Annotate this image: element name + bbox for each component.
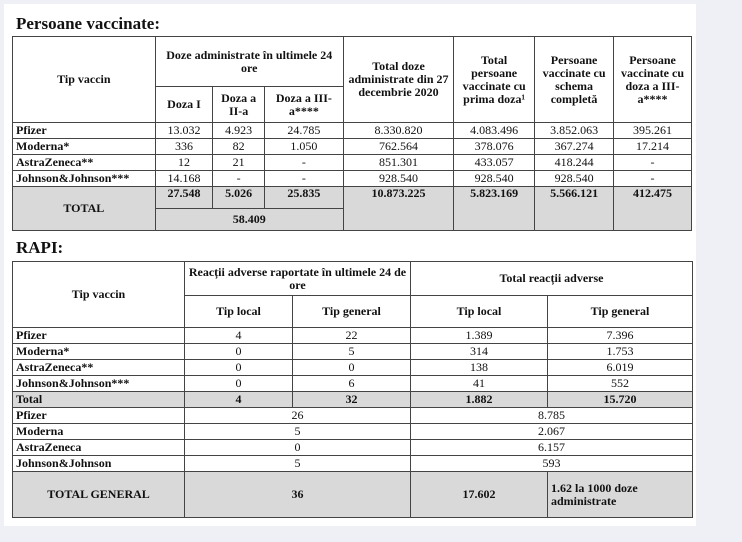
cell-total: 928.540 — [343, 171, 453, 187]
cell-d3: 24.785 — [264, 123, 343, 139]
vaccine-name: AstraZeneca — [13, 440, 185, 456]
rapi-total-label: Total — [13, 392, 185, 408]
cell-prima: 378.076 — [454, 139, 535, 155]
cell-general: 1.753 — [548, 344, 693, 360]
vaccine-name: Johnson&Johnson*** — [13, 171, 156, 187]
header-doze-24h: Doze administrate în ultimele 24 ore — [155, 37, 343, 87]
summary-row — [13, 456, 693, 472]
rapi-header-total: Total reacții adverse — [411, 262, 693, 296]
grand-total-rate: 1.62 la 1000 doze administrate — [548, 472, 693, 518]
header-total-doze: Total doze administrate din 27 decembrie 2020 — [343, 37, 453, 123]
vaccine-name: AstraZeneca** — [13, 360, 185, 376]
cell-local24: 0 — [185, 376, 293, 392]
cell-general24: 22 — [293, 328, 411, 344]
grand-total-24h: 36 — [185, 472, 411, 518]
cell-prima: 928.540 — [454, 171, 535, 187]
cell-d1: 14.168 — [155, 171, 213, 187]
vaccine-name: Johnson&Johnson*** — [13, 376, 185, 392]
cell-sum-total: 2.067 — [411, 424, 693, 440]
rapi-header-local-total: Tip local — [411, 296, 548, 328]
header-doza1: Doza I — [155, 87, 213, 123]
cell-sum-total: 6.157 — [411, 440, 693, 456]
cell-d1: 13.032 — [155, 123, 213, 139]
total-doze: 10.873.225 — [343, 187, 453, 231]
cell-general: 7.396 — [548, 328, 693, 344]
cell-d3: - — [264, 155, 343, 171]
total-d1: 27.548 — [155, 187, 213, 209]
vaccine-name: Pfizer — [13, 328, 185, 344]
table-row — [13, 171, 692, 187]
vaccinated-table — [12, 36, 692, 231]
cell-schema: 367.274 — [535, 139, 614, 155]
cell-d3: 1.050 — [264, 139, 343, 155]
rapi-total-general: 15.720 — [548, 392, 693, 408]
total-24h-sum: 58.409 — [155, 209, 343, 231]
table-row — [13, 344, 693, 360]
cell-total: 762.564 — [343, 139, 453, 155]
total-schema: 5.566.121 — [535, 187, 614, 231]
vaccine-name: Moderna* — [13, 139, 156, 155]
cell-total: 8.330.820 — [343, 123, 453, 139]
cell-a3: - — [614, 155, 692, 171]
header-prima-doza: Total persoane vaccinate cu prima doza¹ — [454, 37, 535, 123]
rapi-header-local-24h: Tip local — [185, 296, 293, 328]
cell-local24: 0 — [185, 344, 293, 360]
cell-d1: 336 — [155, 139, 213, 155]
summary-row — [13, 440, 693, 456]
table-row — [13, 376, 693, 392]
cell-a3: 395.261 — [614, 123, 692, 139]
rapi-header-general-24h: Tip general — [293, 296, 411, 328]
total-d2: 5.026 — [213, 187, 265, 209]
table-row — [13, 360, 693, 376]
cell-local24: 0 — [185, 360, 293, 376]
cell-sum24: 26 — [185, 408, 411, 424]
vaccine-name: Moderna — [13, 424, 185, 440]
cell-d2: 21 — [213, 155, 265, 171]
cell-d3: - — [264, 171, 343, 187]
header-doza2: Doza a II-a — [213, 87, 265, 123]
cell-total: 851.301 — [343, 155, 453, 171]
table-row — [13, 155, 692, 171]
vaccine-name: Pfizer — [13, 123, 156, 139]
table-row — [13, 139, 692, 155]
vaccine-name: Johnson&Johnson — [13, 456, 185, 472]
cell-sum24: 0 — [185, 440, 411, 456]
rapi-header-tip-vaccin: Tip vaccin — [13, 262, 185, 328]
total-label: TOTAL — [13, 187, 156, 231]
cell-local: 138 — [411, 360, 548, 376]
vaccine-name: Pfizer — [13, 408, 185, 424]
cell-d2: 82 — [213, 139, 265, 155]
total-row — [13, 187, 692, 209]
cell-a3: - — [614, 171, 692, 187]
cell-prima: 433.057 — [454, 155, 535, 171]
rapi-section-title: RAPI: — [16, 238, 64, 257]
cell-local24: 4 — [185, 328, 293, 344]
cell-sum-total: 8.785 — [411, 408, 693, 424]
header-tip-vaccin: Tip vaccin — [13, 37, 156, 123]
summary-row — [13, 408, 693, 424]
cell-local: 1.389 — [411, 328, 548, 344]
rapi-table — [12, 261, 693, 518]
cell-general: 552 — [548, 376, 693, 392]
cell-schema: 418.244 — [535, 155, 614, 171]
cell-local: 41 — [411, 376, 548, 392]
header-doza3: Doza a III-a**** — [264, 87, 343, 123]
summary-row — [13, 424, 693, 440]
document-sheet — [4, 4, 696, 526]
cell-schema: 928.540 — [535, 171, 614, 187]
rapi-total-general24: 32 — [293, 392, 411, 408]
cell-d2: 4.923 — [213, 123, 265, 139]
cell-prima: 4.083.496 — [454, 123, 535, 139]
rapi-header-general-total: Tip general — [548, 296, 693, 328]
rapi-total-row — [13, 392, 693, 408]
cell-local: 314 — [411, 344, 548, 360]
total-a3: 412.475 — [614, 187, 692, 231]
grand-total-label: TOTAL GENERAL — [13, 472, 185, 518]
grand-total-row — [13, 472, 693, 518]
cell-sum24: 5 — [185, 424, 411, 440]
grand-total-sum: 17.602 — [411, 472, 548, 518]
cell-general24: 5 — [293, 344, 411, 360]
cell-a3: 17.214 — [614, 139, 692, 155]
cell-d1: 12 — [155, 155, 213, 171]
cell-general24: 6 — [293, 376, 411, 392]
cell-general24: 0 — [293, 360, 411, 376]
cell-sum-total: 593 — [411, 456, 693, 472]
rapi-header-24h: Reacții adverse raportate în ultimele 24 de ore — [185, 262, 411, 296]
table-row — [13, 328, 693, 344]
total-d3: 25.835 — [264, 187, 343, 209]
rapi-total-local24: 4 — [185, 392, 293, 408]
rapi-total-local: 1.882 — [411, 392, 548, 408]
cell-schema: 3.852.063 — [535, 123, 614, 139]
cell-sum24: 5 — [185, 456, 411, 472]
vaccine-name: AstraZeneca** — [13, 155, 156, 171]
cell-d2: - — [213, 171, 265, 187]
cell-general: 6.019 — [548, 360, 693, 376]
header-schema-completa: Persoane vaccinate cu schema completă — [535, 37, 614, 123]
table-row — [13, 123, 692, 139]
total-prima: 5.823.169 — [454, 187, 535, 231]
vaccinated-section-title: Persoane vaccinate: — [16, 14, 160, 33]
vaccine-name: Moderna* — [13, 344, 185, 360]
header-doza-a3: Persoane vaccinate cu doza a III-a**** — [614, 37, 692, 123]
